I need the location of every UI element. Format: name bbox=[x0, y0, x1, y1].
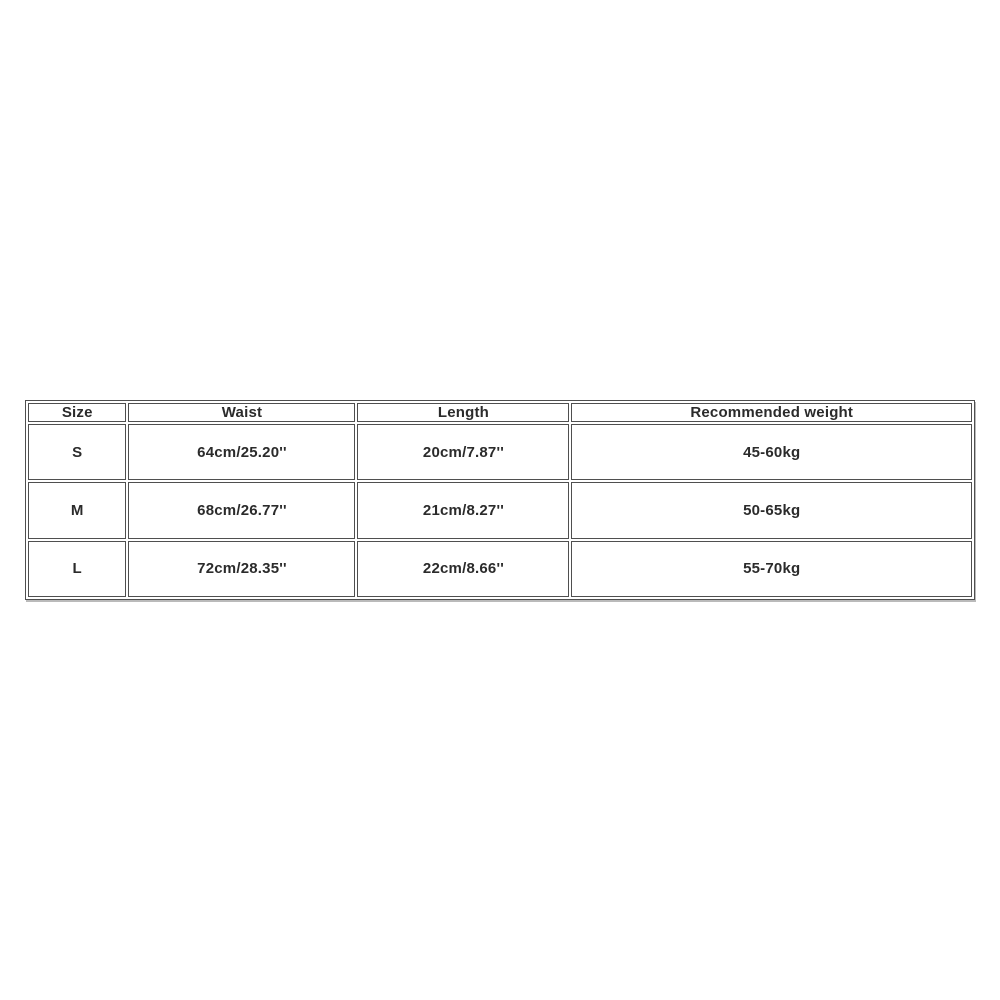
header-waist: Waist bbox=[128, 403, 355, 422]
cell-length-l: 22cm/8.66'' bbox=[357, 541, 569, 597]
cell-length-m: 21cm/8.27'' bbox=[357, 482, 569, 538]
cell-weight-m: 50-65kg bbox=[571, 482, 972, 538]
cell-length-s: 20cm/7.87'' bbox=[357, 424, 569, 480]
cell-size-m: M bbox=[28, 482, 126, 538]
header-row bbox=[28, 403, 972, 422]
header-size: Size bbox=[28, 403, 126, 422]
size-chart-table bbox=[25, 400, 975, 600]
cell-waist-s: 64cm/25.20'' bbox=[128, 424, 355, 480]
cell-weight-l: 55-70kg bbox=[571, 541, 972, 597]
cell-waist-l: 72cm/28.35'' bbox=[128, 541, 355, 597]
size-chart bbox=[25, 400, 975, 600]
header-recommended-weight: Recommended weight bbox=[571, 403, 972, 422]
cell-size-s: S bbox=[28, 424, 126, 480]
table-row-s bbox=[28, 424, 972, 480]
table-row-l bbox=[28, 541, 972, 597]
cell-waist-m: 68cm/26.77'' bbox=[128, 482, 355, 538]
cell-size-l: L bbox=[28, 541, 126, 597]
header-length: Length bbox=[357, 403, 569, 422]
cell-weight-s: 45-60kg bbox=[571, 424, 972, 480]
table-row-m bbox=[28, 482, 972, 538]
